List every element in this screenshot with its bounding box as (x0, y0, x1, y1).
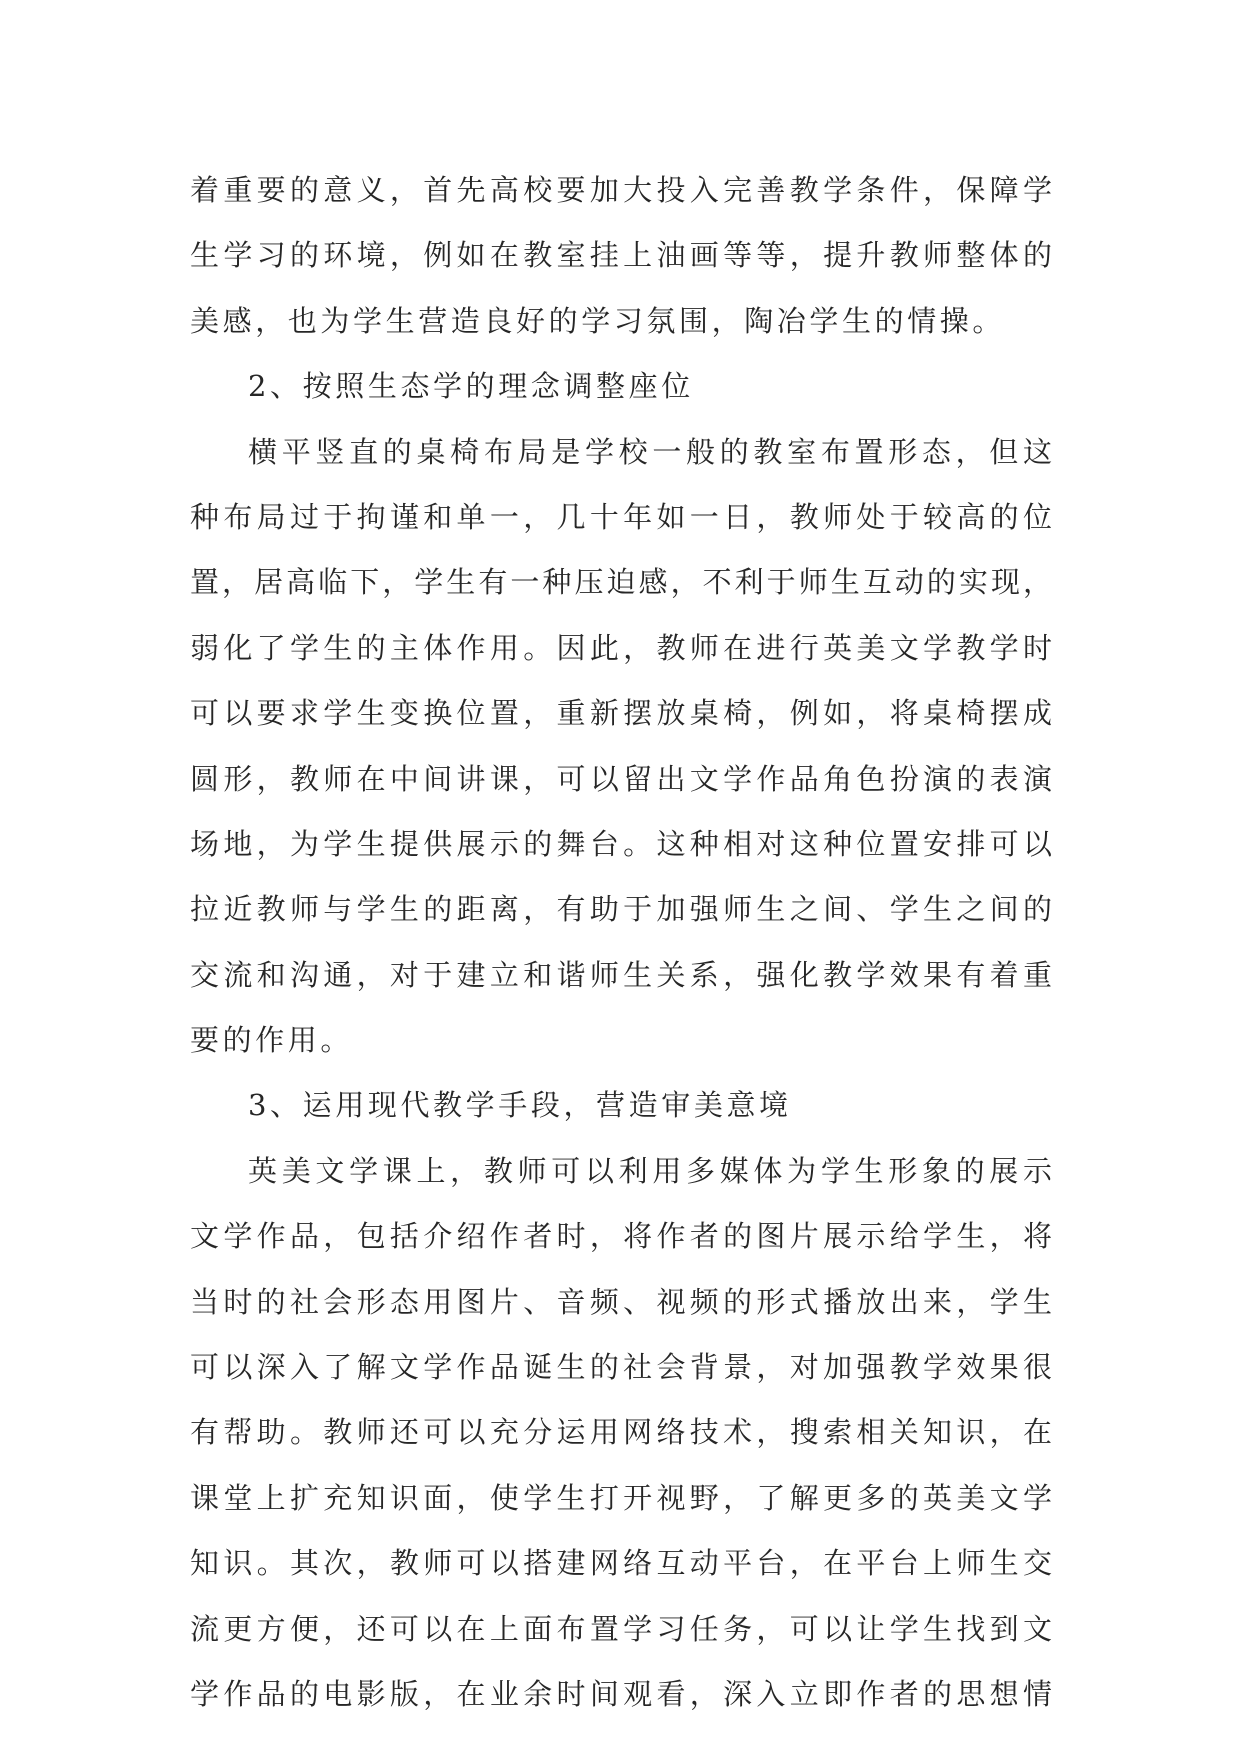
text-line: 弱化了学生的主体作用。因此，教师在进行英美文学教学时 (190, 630, 1052, 665)
text-line: 生学习的环境，例如在教室挂上油画等等，提升教师整体的 (190, 238, 1052, 273)
text-line: 美感，也为学生营造良好的学习氛围，陶冶学生的情操。 (190, 303, 1006, 338)
text-line: 要的作用。 (190, 1023, 354, 1058)
text-line: 场地，为学生提供展示的舞台。这种相对这种位置安排可以 (190, 826, 1052, 861)
text-line: 英美文学课上，教师可以利用多媒体为学生形象的展示 (248, 1153, 1052, 1188)
text-line: 横平竖直的桌椅布局是学校一般的教室布置形态，但这 (248, 434, 1052, 469)
text-line: 当时的社会形态用图片、音频、视频的形式播放出来，学生 (190, 1284, 1052, 1319)
text-line: 文学作品，包括介绍作者时，将作者的图片展示给学生，将 (190, 1219, 1052, 1254)
text-line: 可以深入了解文学作品诞生的社会背景，对加强教学效果很 (190, 1350, 1052, 1385)
section-heading: 3、运用现代教学手段，营造审美意境 (248, 1088, 792, 1123)
text-line: 可以要求学生变换位置，重新摆放桌椅，例如，将桌椅摆成 (190, 696, 1052, 731)
text-line: 圆形，教师在中间讲课，可以留出文学作品角色扮演的表演 (190, 761, 1052, 796)
text-line: 着重要的意义，首先高校要加大投入完善教学条件，保障学 (190, 173, 1052, 207)
text-line: 学作品的电影版，在业余时间观看，深入立即作者的思想情 (190, 1676, 1052, 1711)
text-line: 有帮助。教师还可以充分运用网络技术，搜索相关知识，在 (190, 1415, 1052, 1450)
document-body (190, 158, 1052, 1727)
text-line: 课堂上扩充知识面，使学生打开视野，了解更多的英美文学 (190, 1480, 1052, 1515)
text-line: 种布局过于拘谨和单一，几十年如一日，教师处于较高的位 (190, 499, 1052, 534)
text-line: 流更方便，还可以在上面布置学习任务，可以让学生找到文 (190, 1611, 1052, 1646)
text-line: 交流和沟通，对于建立和谐师生关系，强化教学效果有着重 (190, 957, 1052, 992)
section-heading: 2、按照生态学的理念调整座位 (248, 369, 694, 404)
text-line: 知识。其次，教师可以搭建网络互动平台，在平台上师生交 (190, 1546, 1052, 1581)
text-line: 拉近教师与学生的距离，有助于加强师生之间、学生之间的 (190, 892, 1052, 927)
text-line: 置，居高临下，学生有一种压迫感，不利于师生互动的实现， (190, 565, 1052, 600)
